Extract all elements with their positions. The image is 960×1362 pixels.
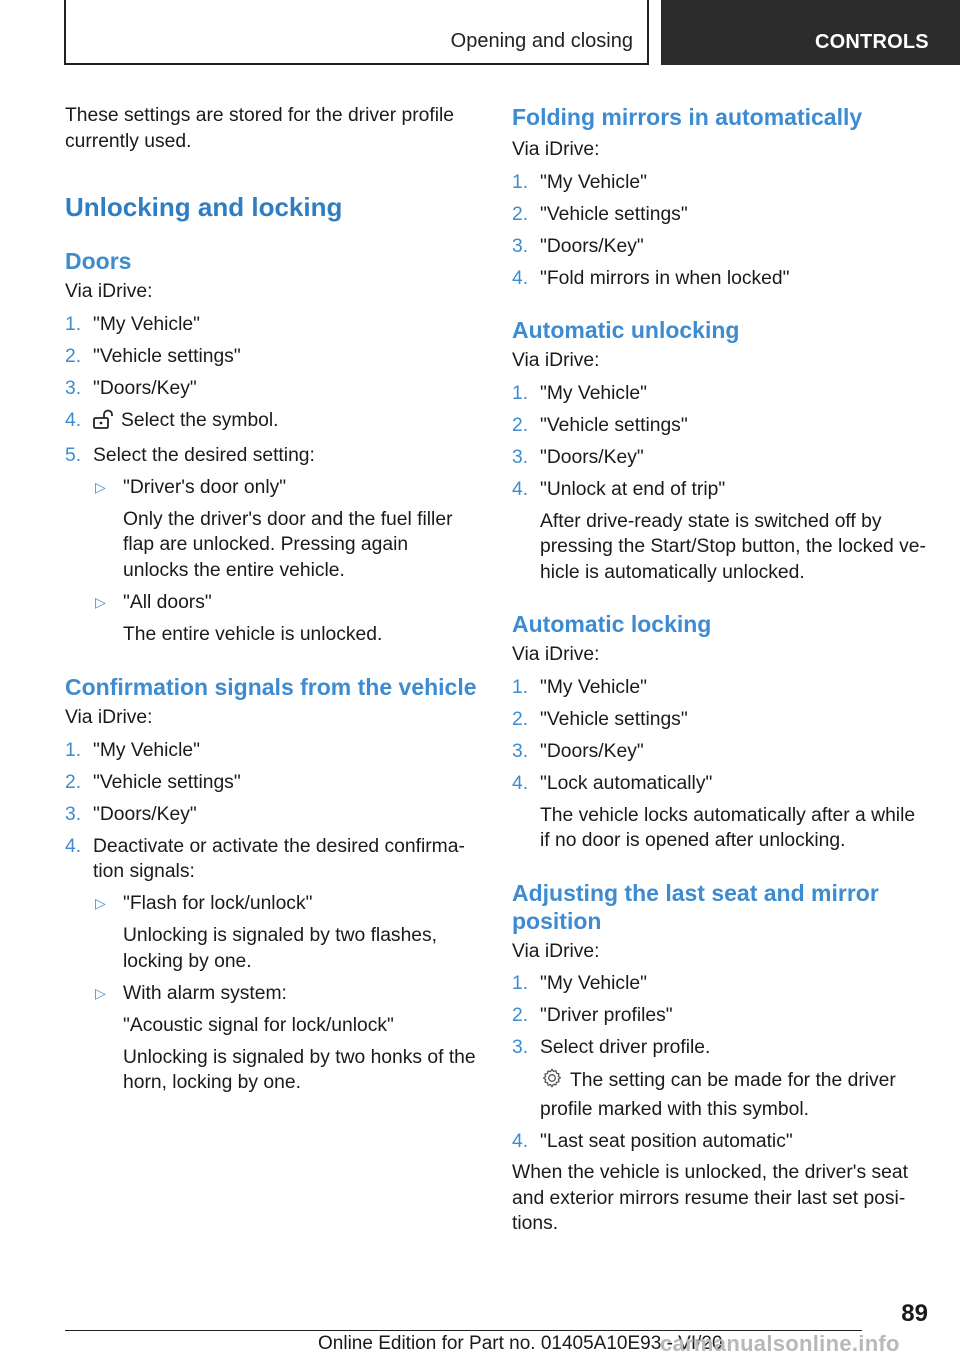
list-item: ▷ "Driver's door only" Only the driver's door and the fuel filler flap are unlocked. Pressing again unlocks the entire vehicle.: [95, 476, 453, 581]
header-section-tab: [64, 0, 649, 65]
autolock-note: The vehicle locks automatically after a while if no door is opened after unlocking.: [540, 804, 916, 851]
triangle-right-icon: ▷: [95, 593, 106, 610]
list-item: 1. "My Vehicle": [512, 382, 647, 404]
list-item: 2. "Vehicle settings": [65, 771, 241, 793]
autolock-steps: [512, 675, 930, 854]
list-item: 1. "My Vehicle": [65, 313, 200, 335]
list-item: 1. "My Vehicle": [512, 676, 647, 698]
list-item: 4. "Fold mirrors in when locked": [512, 267, 790, 289]
heading-last-seat-mirror: Adjusting the last seat and mirror position: [512, 879, 879, 934]
list-item: 3. "Doors/Key": [65, 377, 197, 399]
gear-icon: [540, 1067, 564, 1097]
list-item: 2. "Driver profiles": [512, 1005, 673, 1026]
list-item: ▷ "Flash for lock/unlock" Unlocking is signaled by two flashes, locking by one.: [95, 893, 438, 972]
list-item: 2. "Vehicle settings": [65, 345, 241, 367]
heading-doors: Doors: [65, 248, 132, 274]
triangle-right-icon: ▷: [95, 895, 106, 911]
padlock-open-icon: [93, 409, 115, 437]
list-item: 3. "Doors/Key": [512, 446, 644, 468]
header-chapter-tab: [661, 0, 960, 65]
doors-steps: [65, 312, 477, 648]
seat-steps: [512, 971, 930, 1154]
seat-profile-note: The setting can be made for the driver profile marked with this symbol.: [540, 1067, 930, 1122]
list-item: 4. "Lock automatically" The vehicle locks automatically after a while if no door is opened after unlocking.: [512, 771, 930, 854]
footer-edition: Online Edition for Part no. 01405A10E93 - VI/20: [318, 1333, 723, 1354]
seat-closing-text: When the vehicle is unlocked, the driver's seat and exterior mirrors resume their last set positions.: [512, 1162, 908, 1234]
triangle-right-icon: ▷: [95, 478, 106, 495]
fold-steps: [512, 170, 930, 292]
list-item: 2. "Vehicle settings": [512, 414, 688, 436]
confirm-options: [93, 891, 477, 1096]
left-column: [65, 103, 477, 1096]
list-item: 3. "Doors/Key": [512, 235, 644, 257]
list-item: 3. Select driver profile. The setting can be made for the driver profile marked with this symbol.: [512, 1035, 930, 1122]
list-item: 2. "Vehicle settings": [512, 708, 688, 730]
list-item: 4. "Unlock at end of trip" After drive-ready state is switched off by pressing the Start/Stop button, the locked vehicle is automatically unlocked.: [512, 477, 930, 586]
via-idrive-doors: Via iDrive:: [65, 281, 153, 302]
autounlock-note: After drive-ready state is switched off by pressing the Start/Stop button, the locked vehicle is automatically unlocked.: [540, 510, 926, 583]
list-item: 4. Deactivate or activate the desired confirmation signals: ▷ "Flash for lock/unlock" Unlocking is signaled by two flashes, locking by one. ▷ With alarm system: "Acoustic signal for lock/unlock" Unlocking is signaled by two honks of the horn, locking by one.: [65, 834, 477, 1096]
watermark: carmanualsonline.info: [660, 1331, 900, 1356]
list-item: 3. "Doors/Key": [512, 740, 644, 762]
heading-confirmation-signals: Confirmation signals from the vehicle: [65, 674, 477, 700]
page-number: 89: [901, 1300, 928, 1327]
via-idrive-autounlock: Via iDrive:: [512, 350, 600, 371]
list-item: 3. "Doors/Key": [65, 803, 197, 825]
heading-automatic-unlocking: Automatic unlocking: [512, 317, 740, 343]
list-item: 2. "Vehicle settings": [512, 203, 688, 225]
chapter-title: CONTROLS: [815, 31, 929, 53]
via-idrive-seat: Via iDrive:: [512, 940, 600, 962]
triangle-right-icon: ▷: [95, 984, 106, 1001]
list-item: 5. Select the desired setting: ▷ "Driver's door only" Only the driver's door and the fuel filler flap are unlocked. Pressing again unlocks the entire vehicle. ▷ "All doors" The entire vehicle is unlocked.: [65, 443, 477, 648]
via-idrive-fold: Via iDrive:: [512, 139, 600, 160]
list-item: 1. "My Vehicle": [65, 739, 200, 761]
list-item: 1. "My Vehicle": [512, 973, 647, 994]
doors-options: [93, 475, 477, 648]
section-title: Opening and closing: [450, 30, 633, 52]
via-idrive-autolock: Via iDrive:: [512, 644, 600, 665]
confirm-steps: [65, 738, 477, 1096]
heading-unlocking-locking: Unlocking and locking: [65, 192, 343, 222]
list-item: 4. "Last seat position automatic": [512, 1130, 793, 1152]
list-item: 1. "My Vehicle": [512, 171, 647, 193]
heading-automatic-locking: Automatic locking: [512, 611, 712, 637]
heading-folding-mirrors: Folding mirrors in automatically: [512, 104, 863, 130]
right-column: [512, 103, 930, 1237]
list-item: ▷ With alarm system: "Acoustic signal for lock/unlock" Unlocking is signaled by two honks of the horn, locking by one.: [95, 982, 476, 1093]
autounlock-steps: [512, 381, 930, 586]
intro-text: These settings are stored for the driver profile currently used.: [65, 105, 455, 152]
list-item: ▷ "All doors" The entire vehicle is unlocked.: [95, 591, 383, 645]
via-idrive-confirm: Via iDrive:: [65, 707, 153, 728]
list-item: 4. Select the symbol.: [65, 408, 477, 437]
